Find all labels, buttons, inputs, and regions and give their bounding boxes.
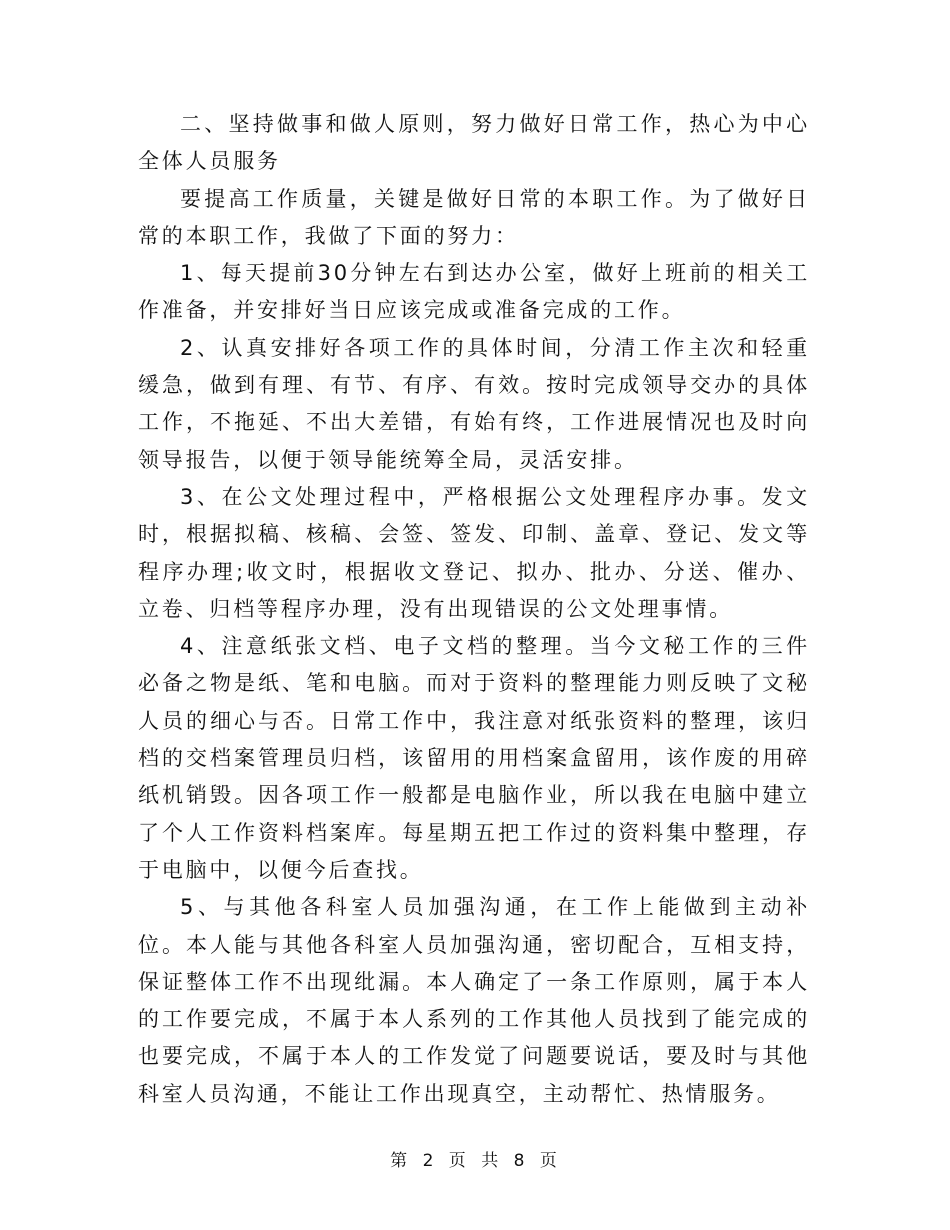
page-number-footer: 第 2 页 共 8 页: [390, 1151, 560, 1171]
paragraph-item-1: 1、每天提前30分钟左右到达办公室，做好上班前的相关工作准备，并安排好当日应该完成或准备完成的工作。: [138, 261, 810, 323]
paragraph-intro: 要提高工作质量，关键是做好日常的本职工作。为了做好日常的本职工作，我做了下面的努力：: [138, 186, 810, 248]
document-body: [138, 106, 810, 1113]
paragraph-item-5: 5、与其他各科室人员加强沟通，在工作上能做到主动补位。本人能与其他各科室人员加强沟通，密切配合，互相支持，保证整体工作不出现纰漏。本人确定了一条工作原则，属于本人的工作要完成，不属于本人系列的工作其他人员找到了能完成的也要完成，不属于本人的工作发觉了问题要说话，要及时与其他科室人员沟通，不能让工作出现真空，主动帮忙、热情服务。: [138, 895, 810, 1106]
paragraph-section-heading: 二、坚持做事和做人原则，努力做好日常工作，热心为中心全体人员服务: [138, 112, 810, 174]
paragraph-item-4: 4、注意纸张文档、电子文档的整理。当今文秘工作的三件必备之物是纸、笔和电脑。而对于资料的整理能力则反映了文秘人员的细心与否。日常工作中，我注意对纸张资料的整理，该归档的交档案管理员归档，该留用的用档案盒留用，该作废的用碎纸机销毁。因各项工作一般都是电脑作业，所以我在电脑中建立了个人工作资料档案库。每星期五把工作过的资料集中整理，存于电脑中，以便今后查找。: [138, 634, 810, 882]
paragraph-item-3: 3、在公文处理过程中，严格根据公文处理程序办事。发文时，根据拟稿、核稿、会签、签发、印制、盖章、登记、发文等程序办理;收文时，根据收文登记、拟办、批办、分送、催办、立卷、归档等程序办理，没有出现错误的公文处理事情。: [138, 484, 810, 621]
paragraph-item-2: 2、认真安排好各项工作的具体时间，分清工作主次和轻重缓急，做到有理、有节、有序、有效。按时完成领导交办的具体工作，不拖延、不出大差错，有始有终，工作进展情况也及时向领导报告，以便于领导能统筹全局，灵活安排。: [138, 335, 810, 472]
